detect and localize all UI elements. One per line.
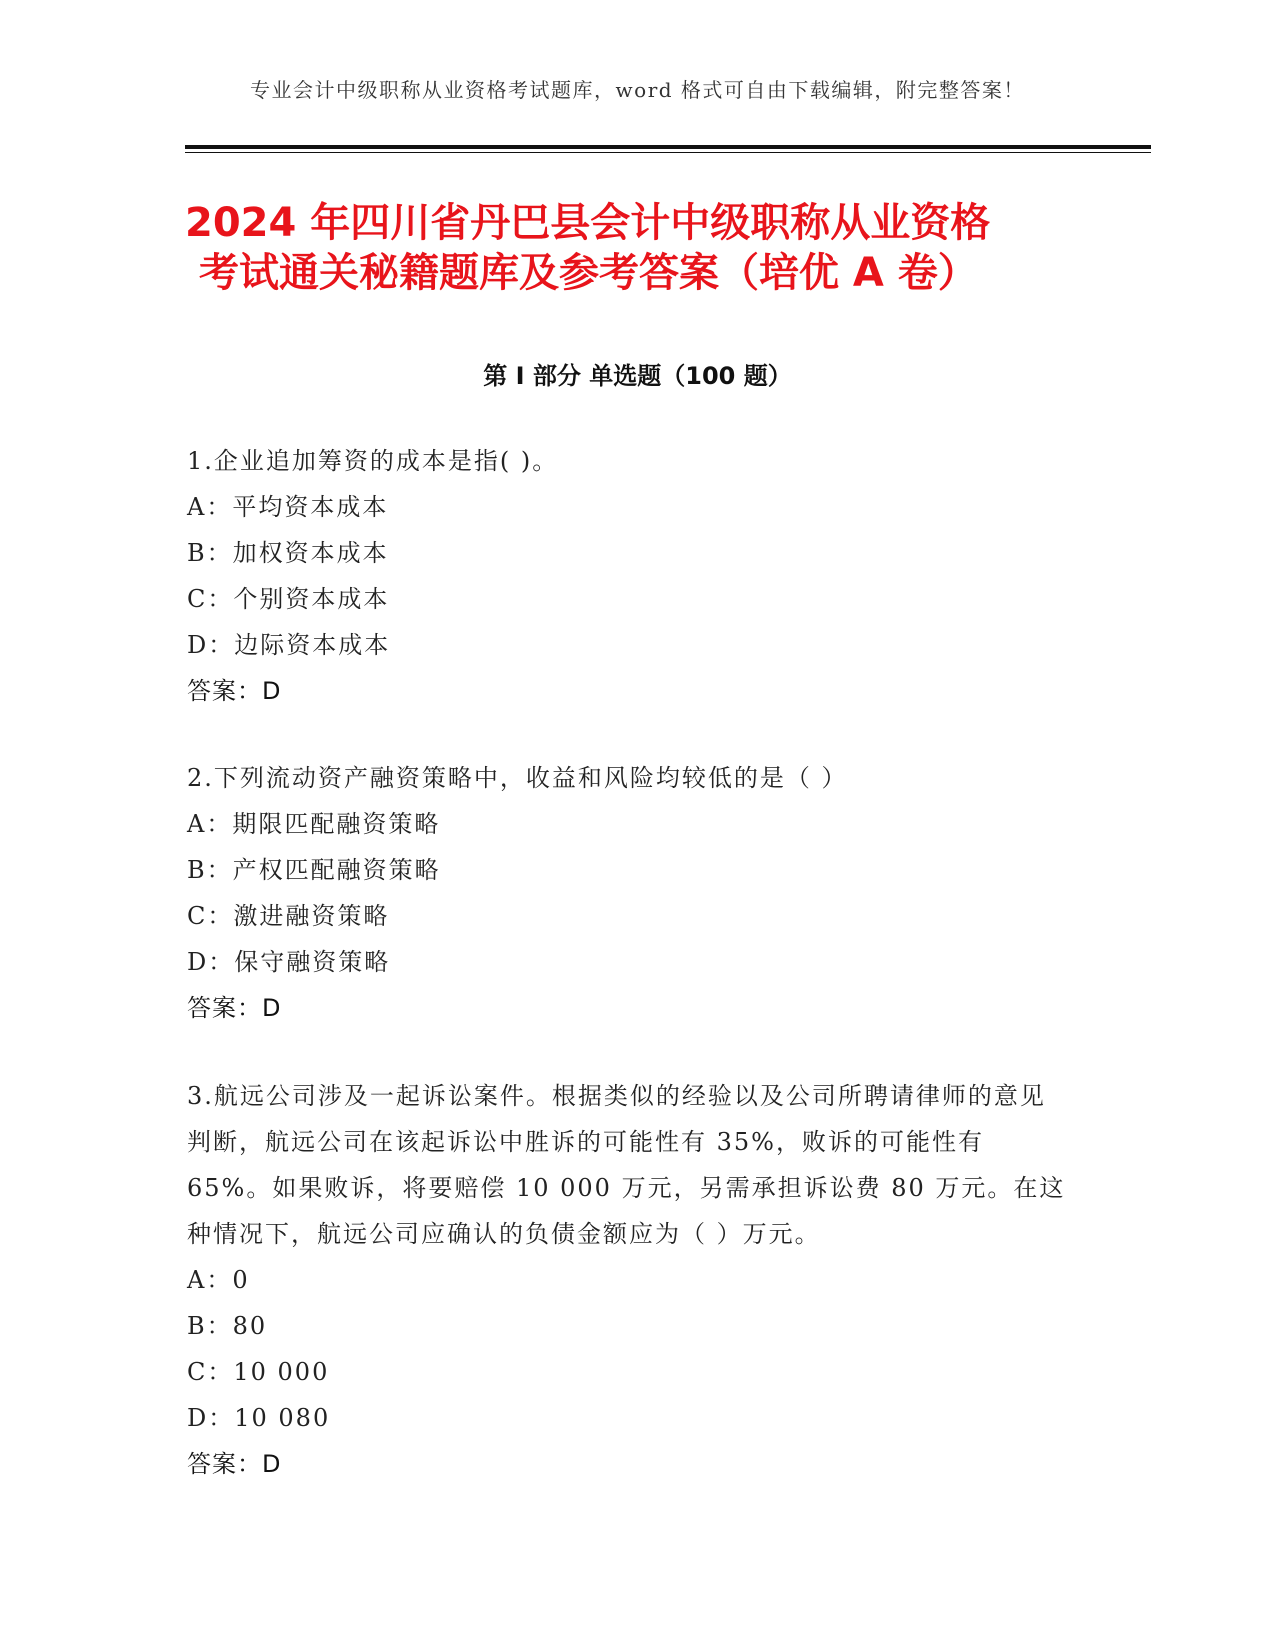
option-c: C：10 000 — [187, 1358, 330, 1386]
answer: 答案：D — [187, 1450, 282, 1478]
header-rule-thin — [185, 152, 1151, 153]
document-title — [185, 198, 1115, 298]
option-b: B：80 — [187, 1312, 268, 1340]
header-rule-thick — [185, 145, 1151, 149]
question-stem: 1.企业追加筹资的成本是指( )。 — [187, 447, 559, 475]
answer: 答案：D — [187, 677, 282, 705]
question-2 — [187, 755, 1067, 1031]
option-a: A：0 — [187, 1266, 250, 1294]
document-title-line-1: 2024 年四川省丹巴县会计中级职称从业资格 — [185, 200, 991, 246]
option-a: A：平均资本成本 — [187, 493, 389, 521]
option-c: C：激进融资策略 — [187, 902, 390, 930]
question-stem: 2.下列流动资产融资策略中，收益和风险均较低的是（ ） — [187, 764, 848, 792]
question-1 — [187, 438, 1067, 714]
question-3 — [187, 1073, 1067, 1487]
answer: 答案：D — [187, 994, 282, 1022]
header-note: 专业会计中级职称从业资格考试题库，word 格式可自由下载编辑，附完整答案！ — [250, 78, 1025, 102]
question-stem: 3.航远公司涉及一起诉讼案件。根据类似的经验以及公司所聘请律师的意见判断，航远公司在该起诉讼中胜诉的可能性有 35%，败诉的可能性有 65%。如果败诉，将要赔偿 10 000 万元，另需承担诉讼费 80 万元。在这种情况下，航远公司应确认的负债金额应为（ ）万元。 — [187, 1082, 1066, 1248]
option-d: D：边际资本成本 — [187, 631, 391, 659]
section-title: 第 I 部分 单选题（100 题） — [483, 362, 792, 390]
option-c: C：个别资本成本 — [187, 585, 390, 613]
option-d: D：10 080 — [187, 1404, 331, 1432]
document-title-line-2: 考试通关秘籍题库及参考答案（培优 A 卷） — [199, 250, 978, 296]
option-b: B：加权资本成本 — [187, 539, 389, 567]
option-b: B：产权匹配融资策略 — [187, 856, 441, 884]
option-d: D：保守融资策略 — [187, 948, 391, 976]
option-a: A：期限匹配融资策略 — [187, 810, 441, 838]
